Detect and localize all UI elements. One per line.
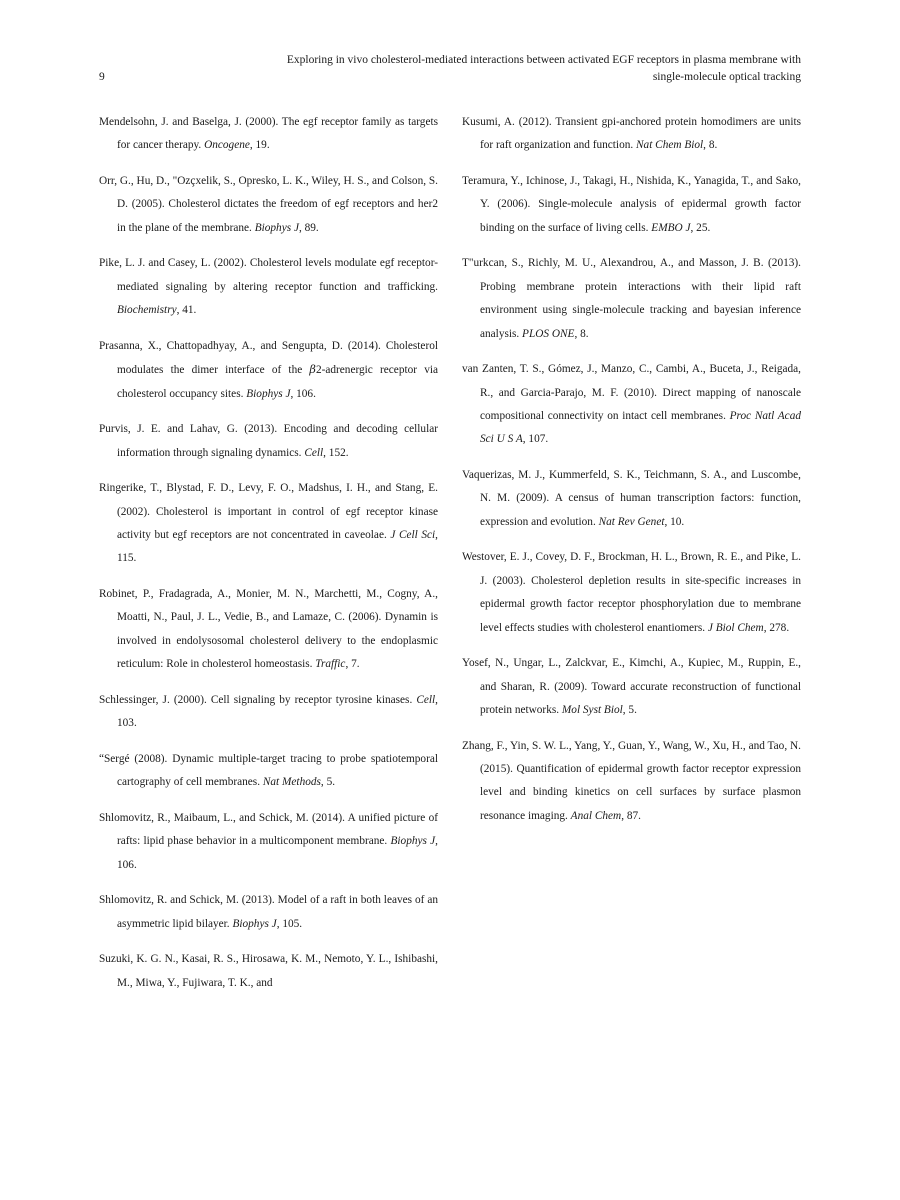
journal-name: Oncogene xyxy=(204,139,250,152)
running-head-title-line2: single-molecule optical tracking xyxy=(652,71,801,83)
bibliography-entry xyxy=(99,111,438,158)
bibliography-entry-text: Schlessinger, J. (2000). Cell signaling by receptor tyrosine kinases. xyxy=(99,693,417,706)
bibliography-entry xyxy=(462,464,801,534)
bibliography-entry-text: Prasanna, X., Chattopadhyay, A., and Sengupta, D. (2014). Cholesterol modulates the dimer interface of the xyxy=(99,339,438,377)
volume-number: , 105. xyxy=(276,917,303,930)
bibliography-entry-text: Westover, E. J., Covey, D. F., Brockman, H. L., Brown, R. E., and Pike, L. J. (2003). Cholesterol depletion results in site-specific increases in epidermal growth factor receptor phosphorylation due to membrane level effects studies with cholesterol enantiomers. xyxy=(462,551,801,634)
journal-name: Biophys J xyxy=(254,221,299,234)
bibliography-entry xyxy=(99,689,438,736)
journal-name: Anal Chem xyxy=(570,809,622,822)
bibliography-entry-text: Mendelsohn, J. and Baselga, J. (2000). The egf receptor family as targets for cancer therapy. xyxy=(99,116,438,152)
volume-number: , 41. xyxy=(176,304,197,317)
volume-number: , 152. xyxy=(323,446,349,459)
volume-number: , 106. xyxy=(290,387,316,400)
bibliography-entry xyxy=(462,735,801,829)
volume-number: , 7. xyxy=(345,658,360,671)
journal-name: Traffic xyxy=(315,658,346,671)
journal-name: Biophys J xyxy=(232,917,277,930)
bibliography-columns xyxy=(99,111,801,995)
journal-name: Proc Natl Acad Sci U S A xyxy=(480,410,801,446)
bibliography-entry-text: Robinet, P., Fradagrada, A., Monier, M. N., Marchetti, M., Cogny, A., Moatti, N., Paul, J. L., Vedie, B., and Lamaze, C. (2006). Dynamin is involved in endolysosomal cholesterol delivery to the endoplasmic reticulum: Role in cholesterol homeostasis. xyxy=(99,588,438,671)
running-head xyxy=(99,52,801,86)
bibliography-entry xyxy=(462,111,801,158)
journal-name: Cell xyxy=(304,446,324,459)
page-number: 9 xyxy=(99,71,105,83)
journal-name: Biochemistry xyxy=(117,304,177,317)
bibliography-entry-text: Ringerike, T., Blystad, F. D., Levy, F. O., Madshus, I. H., and Stang, E. (2002). Cholesterol is important in control of egf receptor kinase activity but egf receptors are not concentrated in caveolae. xyxy=(99,482,438,542)
bibliography-entry xyxy=(462,252,801,346)
bibliography-entry xyxy=(99,583,438,677)
bibliography-entry-text: Purvis, J. E. and Lahav, G. (2013). Encoding and decoding cellular information through signaling dynamics. xyxy=(99,423,438,459)
bibliography-entry-text: Yosef, N., Ungar, L., Zalckvar, E., Kimchi, A., Kupiec, M., Ruppin, E., and Sharan, R. (2009). Toward accurate reconstruction of functional protein networks. xyxy=(462,657,801,717)
volume-number: , 8. xyxy=(703,139,718,152)
running-head-title-line1: Exploring in vivo cholesterol-mediated interactions between activated EGF receptors in plasma membrane with xyxy=(286,54,801,66)
journal-name: EMBO J xyxy=(651,221,691,234)
volume-number: , 25. xyxy=(690,221,711,234)
bibliography-entry xyxy=(99,477,438,571)
bibliography-entry-text: Suzuki, K. G. N., Kasai, R. S., Hirosawa, K. M., Nemoto, Y. L., Ishibashi, M., Miwa, Y., Fujiwara, T. K., and xyxy=(99,953,438,989)
bibliography-entry xyxy=(462,546,801,640)
bibliography-entry xyxy=(462,170,801,240)
journal-name: Nat Chem Biol xyxy=(636,139,704,152)
journal-name: Biophys J xyxy=(246,387,291,400)
volume-number: , 87. xyxy=(621,809,641,822)
bibliography-entry xyxy=(462,652,801,722)
volume-number: , 5. xyxy=(320,776,336,789)
bibliography-entry-text: Pike, L. J. and Casey, L. (2002). Cholesterol levels modulate egf receptor-mediated signaling by altering receptor function and trafficking. xyxy=(99,257,438,293)
bibliography-entry xyxy=(99,889,438,936)
bibliography-entry-text: Shlomovitz, R. and Schick, M. (2013). Model of a raft in both leaves of an asymmetric lipid bilayer. xyxy=(99,894,438,930)
journal-name: Mol Syst Biol xyxy=(561,704,623,717)
volume-number: , 19. xyxy=(249,139,270,152)
greek-symbol: β xyxy=(309,363,316,377)
bibliography-entry-text: van Zanten, T. S., Gómez, J., Manzo, C., Cambi, A., Buceta, J., Reigada, R., and Garcia-Parajo, M. F. (2010). Direct mapping of nanoscale compositional connectivity on intact cell membranes. xyxy=(462,363,801,423)
bibliography-entry xyxy=(99,418,438,465)
journal-name: J Biol Chem xyxy=(707,621,764,634)
volume-number: , 103. xyxy=(117,693,438,730)
bibliography-entry xyxy=(99,948,438,995)
bibliography-column-left xyxy=(99,111,438,995)
journal-name: Cell xyxy=(416,693,436,706)
volume-number: , 115. xyxy=(117,529,438,565)
bibliography-entry xyxy=(99,807,438,877)
bibliography-entry-text: T"urkcan, S., Richly, M. U., Alexandrou, A., and Masson, J. B. (2013). Probing membrane protein interactions with their lipid raft environment using single-molecule tracking and bayesian inference analysis. xyxy=(462,257,801,340)
bibliography-column-right xyxy=(462,111,801,995)
bibliography-entry xyxy=(99,748,438,795)
volume-number: , 5. xyxy=(622,704,637,717)
bibliography-entry-text: Kusumi, A. (2012). Transient gpi-anchored protein homodimers are units for raft organization and function. xyxy=(462,116,801,152)
volume-number: , 8. xyxy=(574,327,589,340)
bibliography-entry xyxy=(462,358,801,452)
bibliography-entry-text: “Sergé (2008). Dynamic multiple-target tracing to probe spatiotemporal cartography of cell membranes. xyxy=(99,752,438,789)
running-head-title xyxy=(105,52,801,86)
journal-name: Nat Methods xyxy=(262,776,321,789)
volume-number: , 106. xyxy=(117,835,438,871)
volume-number: , 89. xyxy=(298,221,319,234)
bibliography-entry-text-cont: 2-adrenergic receptor via cholesterol occupancy sites. xyxy=(117,364,438,400)
bibliography-entry xyxy=(99,170,438,240)
journal-name: Biophys J xyxy=(390,835,436,848)
volume-number: , 10. xyxy=(664,515,685,528)
bibliography-entry-text: Zhang, F., Yin, S. W. L., Yang, Y., Guan, Y., Wang, W., Xu, H., and Tao, N. (2015). Quantification of epidermal growth factor receptor expression level and binding kinetics on cell surfaces by surface plasmon resonance imaging. xyxy=(462,739,801,822)
journal-name: J Cell Sci xyxy=(390,529,436,542)
bibliography-entry-text: Shlomovitz, R., Maibaum, L., and Schick, M. (2014). A unified picture of rafts: lipid phase behavior in a multicomponent membrane. xyxy=(99,811,438,848)
bibliography-entry-text: Orr, G., Hu, D., "Ozçxelik, S., Opresko, L. K., Wiley, H. S., and Colson, S. D. (2005). Cholesterol dictates the freedom of egf receptors and her2 in the plane of the membrane. xyxy=(99,175,438,234)
bibliography-entry-text: Vaquerizas, M. J., Kummerfeld, S. K., Teichmann, S. A., and Luscombe, N. M. (2009). A census of human transcription factors: function, expression and evolution. xyxy=(462,469,801,528)
bibliography-entry-text: Teramura, Y., Ichinose, J., Takagi, H., Nishida, K., Yanagida, T., and Sako, Y. (2006). Single-molecule analysis of epidermal growth factor binding on the surface of living cells. xyxy=(462,175,801,234)
journal-name: PLOS ONE xyxy=(522,327,575,340)
volume-number: , 278. xyxy=(763,621,790,634)
bibliography-entry xyxy=(99,252,438,322)
volume-number: , 107. xyxy=(522,433,549,446)
journal-name: Nat Rev Genet xyxy=(598,515,665,528)
bibliography-entry xyxy=(99,335,438,406)
